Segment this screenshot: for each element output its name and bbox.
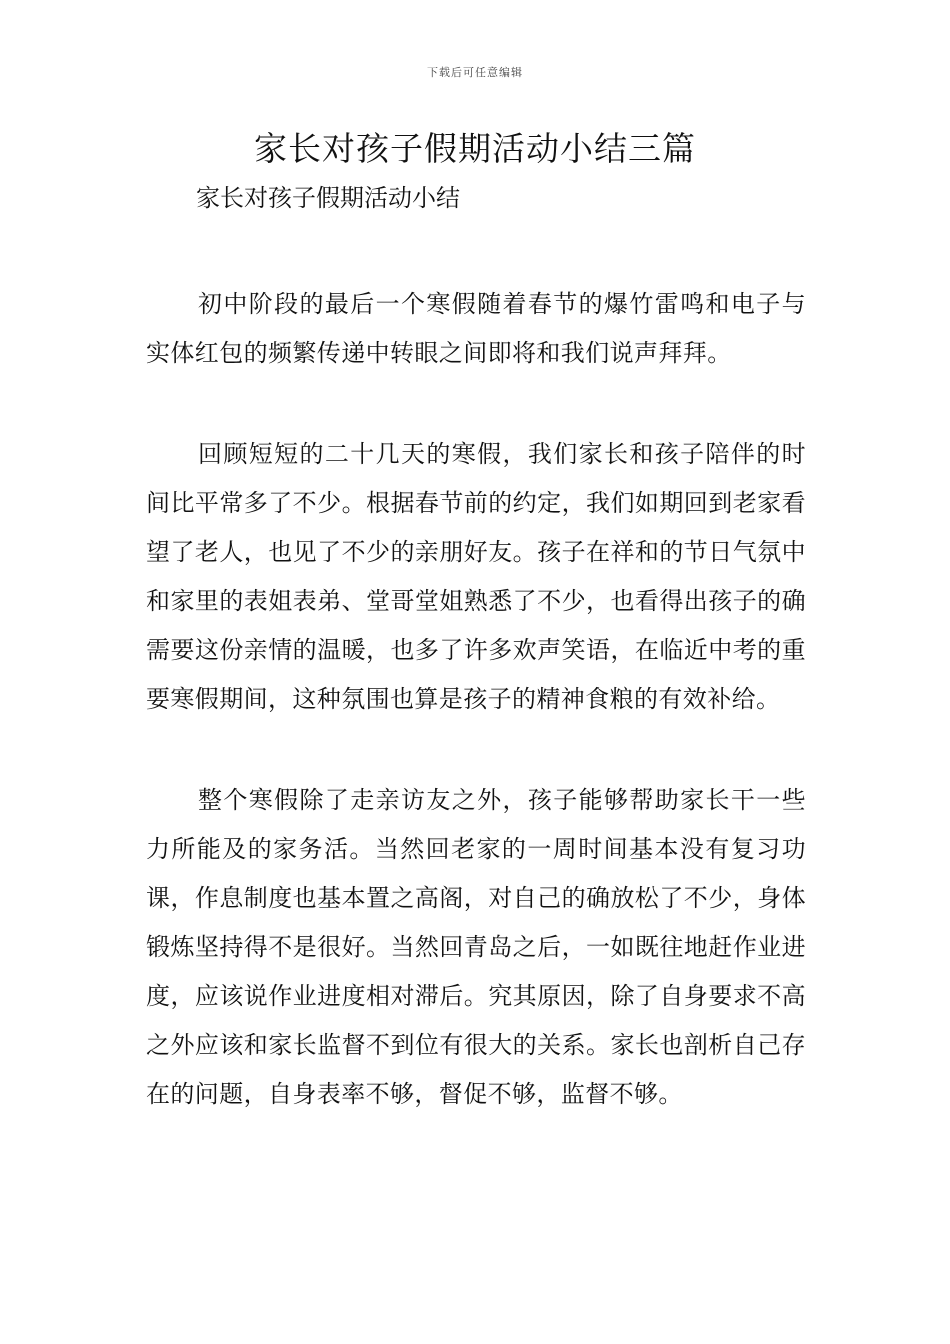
document-title: 家长对孩子假期活动小结三篇 [254, 129, 696, 168]
paragraph: 回顾短短的二十几天的寒假，我们家长和孩子陪伴的时间比平常多了不少。根据春节前的约定，我们如期回到老家看望了老人，也见了不少的亲朋好友。孩子在祥和的节日气氛中和家里的表姐表弟、堂哥堂姐熟悉了不少，也看得出孩子的确需要这份亲情的温暖，也多了许多欢声笑语，在临近中考的重要寒假期间，这种氛围也算是孩子的精神食粮的有效补给。 [146, 440, 806, 713]
document-body [146, 280, 806, 1171]
paragraph: 整个寒假除了走亲访友之外，孩子能够帮助家长干一些力所能及的家务活。当然回老家的一周时间基本没有复习功课，作息制度也基本置之高阁，对自己的确放松了不少，身体锻炼坚持得不是很好。当然回青岛之后，一如既往地赶作业进度，应该说作业进度相对滞后。究其原因，除了自身要求不高之外应该和家长监督不到位有很大的关系。家长也剖析自己存在的问题，自身表率不够，督促不够，监督不够。 [146, 786, 806, 1108]
header-note: 下载后可任意编辑 [427, 66, 523, 79]
document-subtitle: 家长对孩子假期活动小结 [196, 184, 460, 212]
paragraph: 初中阶段的最后一个寒假随着春节的爆竹雷鸣和电子与实体红包的频繁传递中转眼之间即将和我们说声拜拜。 [146, 290, 806, 367]
